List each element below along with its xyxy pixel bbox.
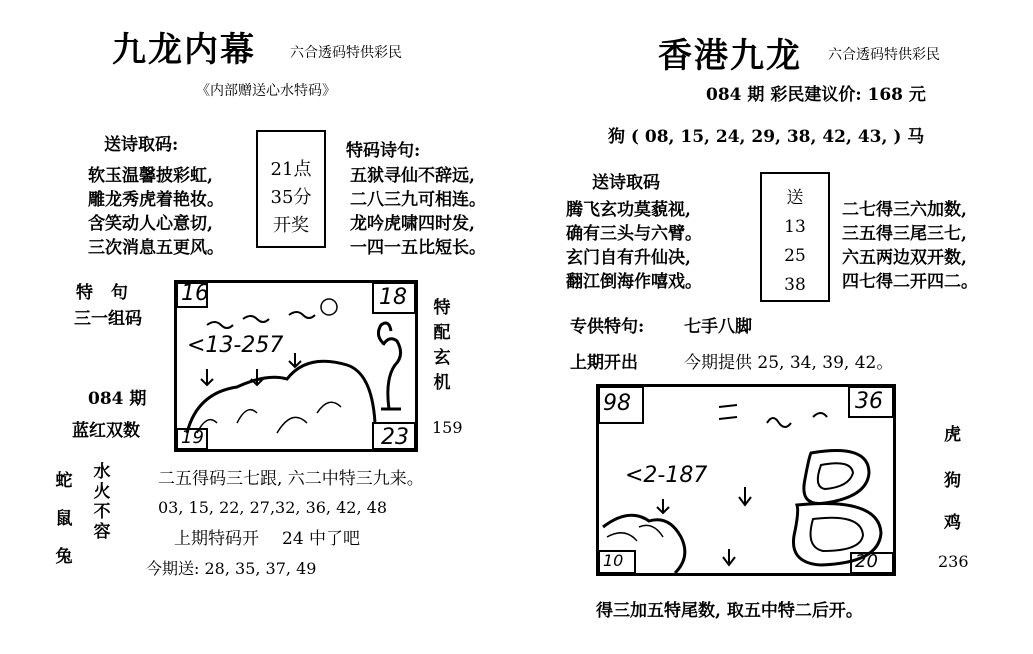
right-corner-tl: 98: [603, 391, 631, 416]
left-sketch: [174, 280, 418, 452]
left-corner-br: 23: [381, 425, 409, 450]
left-poem-line: 软玉温馨披彩虹,: [88, 166, 213, 186]
left-corner-tr: 18: [379, 285, 407, 310]
left-special-line: 龙吟虎啸四时发,: [350, 214, 475, 234]
right-subtitle: 六合透码特供彩民: [828, 47, 940, 63]
left-poem-line: 三次消息五更风。: [88, 238, 224, 258]
right-zodiac-tiger: 虎: [944, 425, 961, 445]
left-corner-tl: 16: [181, 281, 209, 306]
left-special-line: 二八三九可相连。: [350, 190, 486, 210]
left-issue-sub: 蓝红双数: [72, 421, 140, 441]
send-number: 25: [784, 246, 806, 266]
right-poem-line: 玄门自有升仙决,: [566, 248, 691, 268]
left-poem: [88, 164, 224, 260]
right-poem-line: 翻江倒海作嘻戏。: [566, 272, 702, 292]
right-corner-br: 20: [855, 551, 878, 572]
left-today-send: 今期送: 28, 35, 37, 49: [146, 559, 317, 578]
right-zodiac-rooster: 鸡: [944, 513, 961, 533]
right-poem-line: 确有三头与六臂。: [566, 224, 702, 244]
right-special-text: 七手八脚: [684, 317, 752, 337]
left-special-heading: 特码诗句:: [346, 141, 421, 161]
teju-label: 特 句: [76, 283, 134, 303]
draw-minute: 35分: [270, 187, 312, 208]
right-formula-line: 三五得三尾三七,: [842, 224, 967, 244]
send-numbers-box: [760, 172, 830, 302]
draw-time-box: [256, 130, 326, 248]
right-bottom-line: 得三加五特尾数, 取五中特二后开。: [596, 601, 863, 621]
right-issue-line: 084 期 彩民建议价: 168 元: [706, 85, 926, 105]
right-prev-text: 今期提供 25, 34, 39, 42。: [684, 353, 894, 373]
right-corner-bl: 10: [603, 551, 624, 570]
right-poem: [566, 198, 702, 294]
left-tagline: 《内部赠送心水特码》: [196, 83, 336, 99]
left-issue: 084 期: [88, 389, 147, 409]
left-numbers: 03, 15, 22, 27,32, 36, 42, 48: [158, 498, 387, 517]
right-prev-label: 上期开出: [570, 353, 638, 373]
right-zodiac-dog: 狗: [944, 471, 961, 491]
left-side-number: 159: [432, 418, 463, 437]
right-formula-line: 四七得二开四二。: [842, 272, 978, 292]
left-line3-label: 上期特码开: [174, 529, 259, 549]
draw-label: 开奖: [273, 215, 309, 236]
left-handwriting: <13-257: [187, 333, 284, 358]
right-title: 香港九龙: [658, 36, 802, 76]
send-label: 送: [786, 188, 804, 208]
left-line1: 二五得码三七跟, 六二中特三九来。: [158, 469, 424, 489]
right-poem-line: 腾飞玄功莫藐视,: [566, 200, 691, 220]
right-handwriting: <2-187: [625, 463, 708, 488]
left-poem-line: 含笑动人心意切,: [88, 214, 213, 234]
right-dog-line: 狗 ( 08, 15, 24, 29, 38, 42, 43, ) 马: [608, 127, 925, 147]
left-special-poem: [350, 164, 486, 260]
send-number: 13: [784, 217, 806, 237]
left-side-vertical: 特配玄机: [433, 298, 451, 393]
left-line3-value: 24 中了吧: [282, 529, 361, 549]
teju-text: 三一组码: [74, 309, 142, 329]
zodiac-vertical: 蛇鼠兔: [55, 471, 73, 567]
right-poem-heading: 送诗取码: [592, 173, 660, 193]
element-vertical: 水火不容: [93, 462, 111, 542]
left-poem-heading: 送诗取码:: [104, 135, 179, 155]
left-special-line: 五狱寻仙不辞远,: [350, 166, 475, 186]
right-corner-tr: 36: [855, 389, 883, 414]
draw-hour: 21点: [270, 159, 312, 180]
right-formula-lines: [842, 198, 978, 294]
right-side-number: 236: [938, 552, 969, 571]
left-poem-line: 雕龙秀虎着艳妆。: [88, 190, 224, 210]
left-corner-bl: 19: [181, 427, 204, 448]
right-sketch: [596, 384, 896, 576]
left-subtitle: 六合透码特供彩民: [290, 45, 402, 61]
send-number: 38: [784, 275, 806, 295]
right-formula-line: 二七得三六加数,: [842, 200, 967, 220]
right-special-label: 专供特句:: [570, 317, 645, 337]
left-title: 九龙内幕: [112, 30, 256, 70]
right-formula-line: 六五两边双开数,: [842, 248, 967, 268]
left-special-line: 一四一五比短长。: [350, 238, 486, 258]
